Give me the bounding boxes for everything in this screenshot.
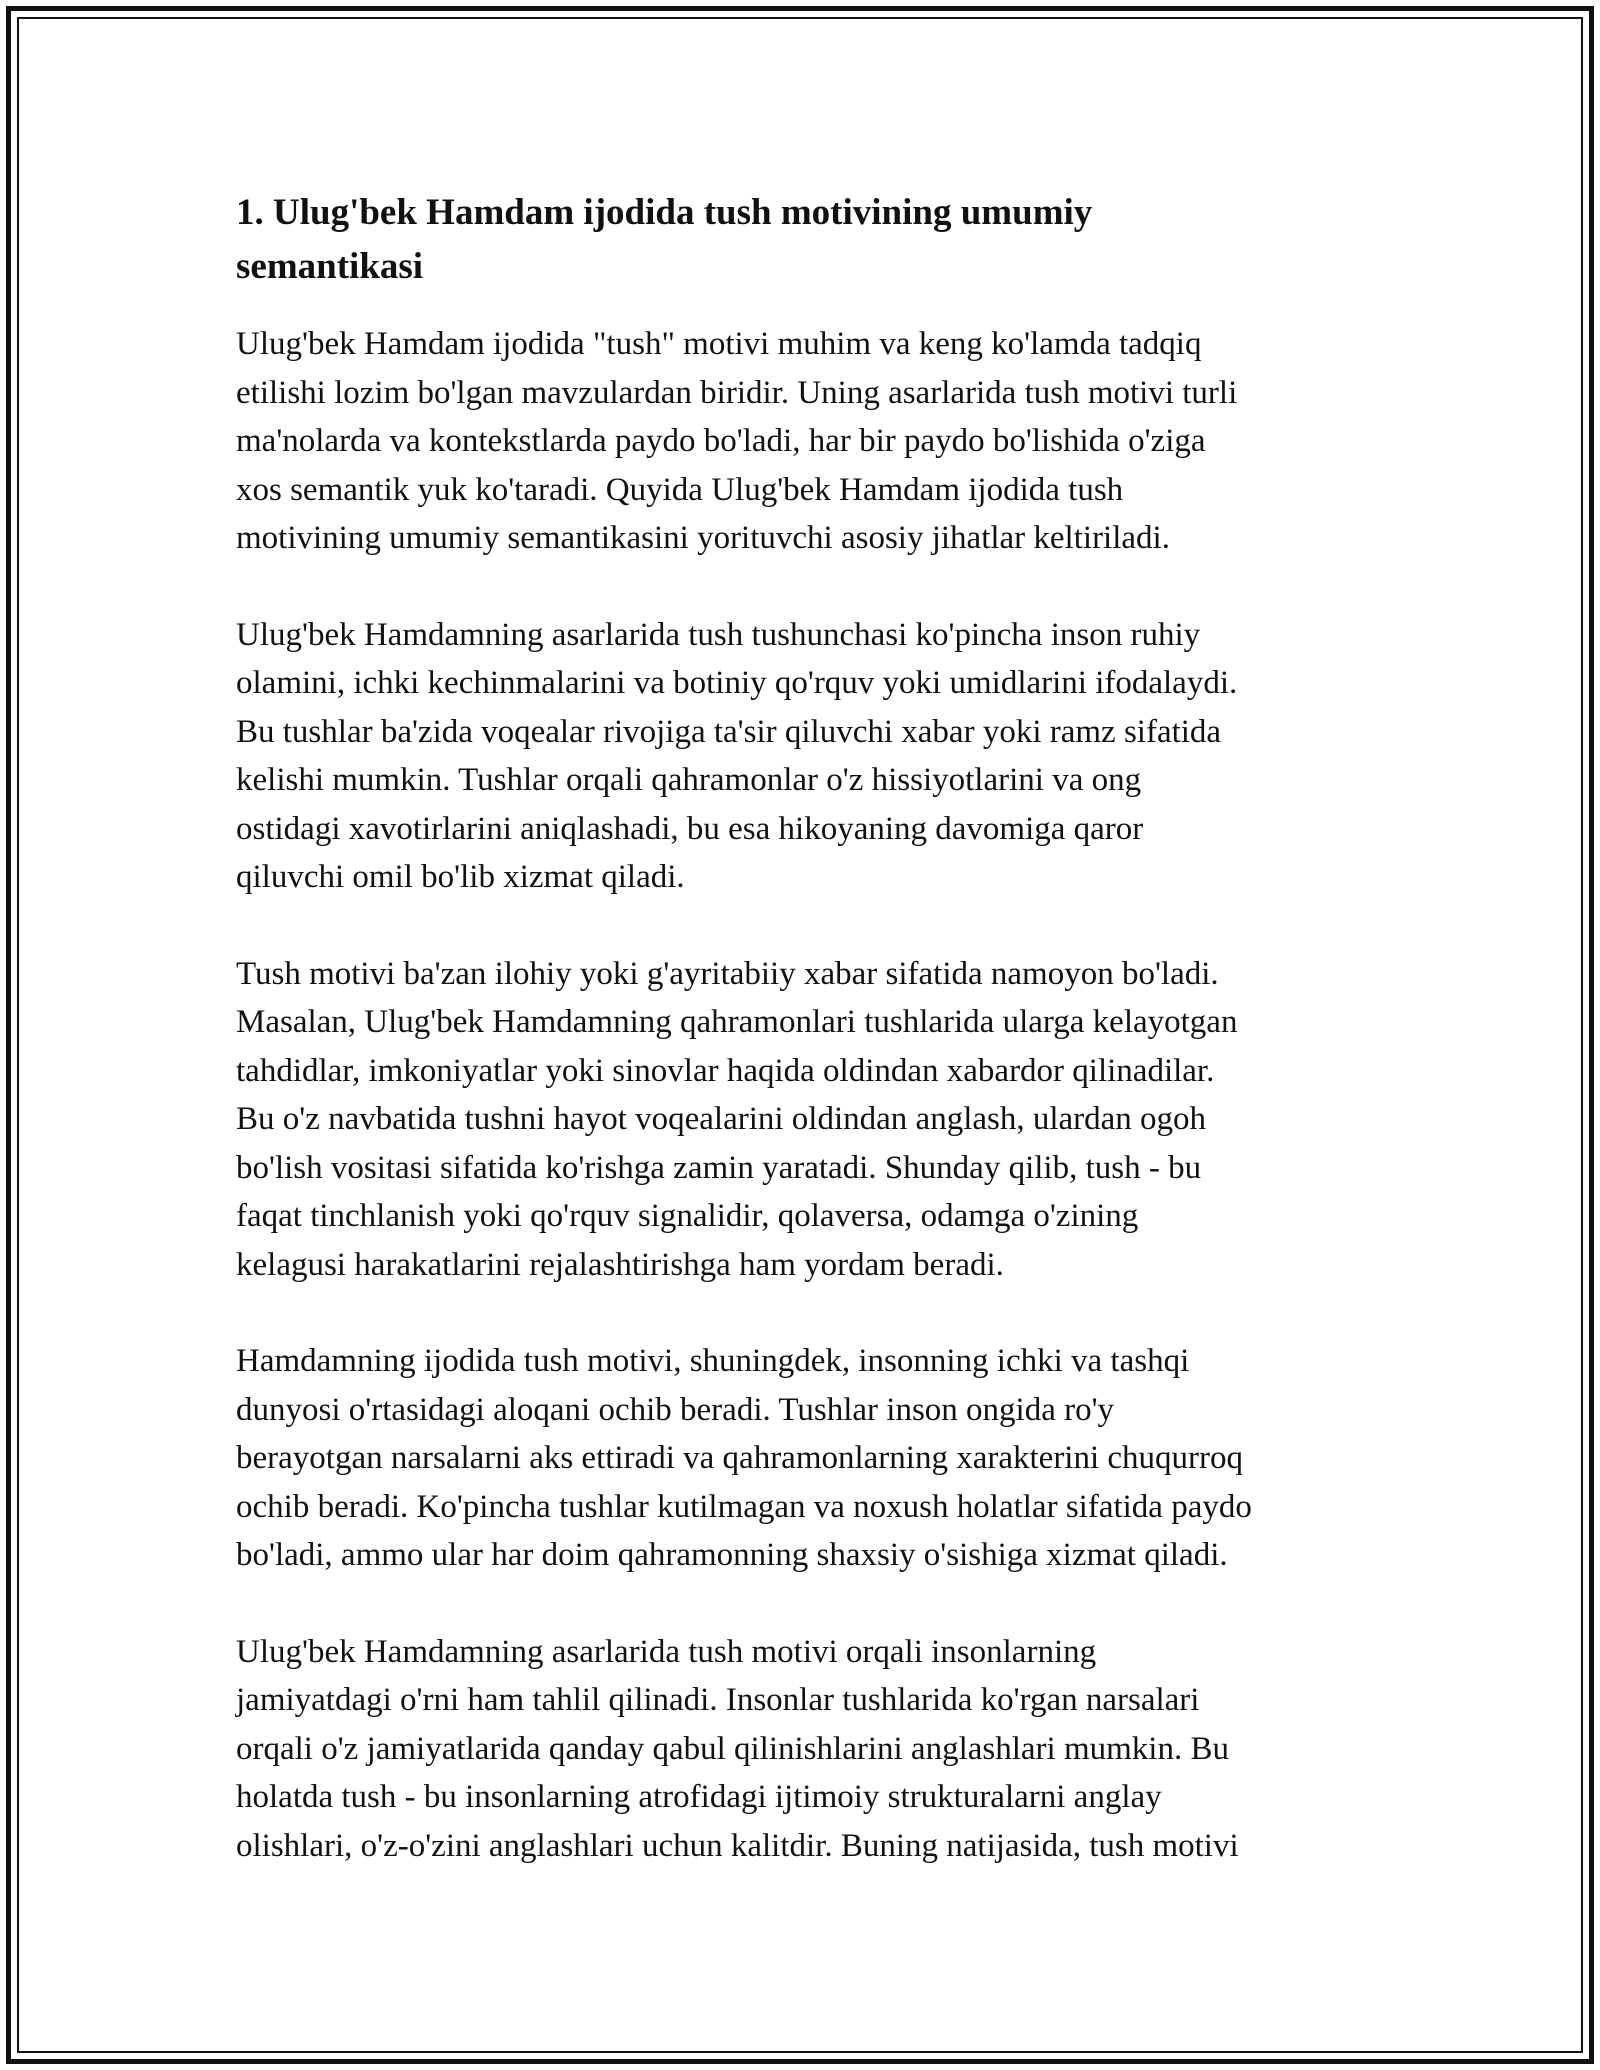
paragraph-line: motivining umumiy semantikasini yorituvchi asosiy jihatlar keltiriladi. [236, 520, 1170, 556]
heading-line: 1. Ulug'bek Hamdam ijodida tush motivining umumiy [236, 192, 1093, 233]
paragraph-line: tahdidlar, imkoniyatlar yoki sinovlar haqida oldindan xabardor qilinadilar. [236, 1052, 1215, 1089]
paragraph-line: Bu o'z navbatida tushni hayot voqealarini oldindan anglash, ulardan ogoh [236, 1101, 1207, 1137]
document-body [236, 186, 1376, 1918]
paragraph-line: Hamdamning ijodida tush motivi, shuningdek, insonning ichki va tashqi [236, 1343, 1190, 1379]
heading-line: semantikasi [236, 246, 424, 287]
paragraph-line: Ulug'bek Hamdamning asarlarida tush tushunchasi ko'pincha inson ruhiy [236, 616, 1201, 653]
paragraph-line: holatda tush - bu insonlarning atrofidagi ijtimoiy strukturalarni anglay [236, 1779, 1162, 1815]
paragraph-line: faqat tinchlanish yoki qo'rquv signalidir, qolaversa, odamga o'zining [236, 1198, 1139, 1234]
section-heading [236, 186, 1376, 294]
paragraph-1 [236, 320, 1376, 563]
paragraph-line: dunyosi o'rtasidagi aloqani ochib beradi. Tushlar inson ongida ro'y [236, 1391, 1115, 1428]
paragraph-line: olamini, ichki kechinmalarini va botiniy qo'rquv yoki umidlarini ifodalaydi. [236, 665, 1238, 701]
paragraph-line: xos semantik yuk ko'taradi. Quyida Ulug'bek Hamdam ijodida tush [236, 471, 1124, 508]
paragraph-line: bo'lish vositasi sifatida ko'rishga zamin yaratadi. Shunday qilib, tush - bu [236, 1149, 1202, 1186]
paragraph-line: ma'nolarda va kontekstlarda paydo bo'ladi, har bir paydo bo'lishida o'ziga [236, 423, 1206, 459]
paragraph-line: Tush motivi ba'zan ilohiy yoki g'ayritabiiy xabar sifatida namoyon bo'ladi. [236, 955, 1219, 992]
paragraph-line: jamiyatdagi o'rni ham tahlil qilinadi. Insonlar tushlarida ko'rgan narsalari [236, 1682, 1200, 1718]
paragraph-4 [236, 1337, 1376, 1580]
paragraph-line: etilishi lozim bo'lgan mavzulardan biridir. Uning asarlarida tush motivi turli [236, 374, 1238, 411]
paragraph-line: olishlari, o'z-o'zini anglashlari uchun kalitdir. Buning natijasida, tush motivi [236, 1827, 1239, 1864]
paragraph-3 [236, 950, 1376, 1290]
paragraph-line: Masalan, Ulug'bek Hamdamning qahramonlari tushlarida ularga kelayotgan [236, 1004, 1238, 1040]
paragraph-line: orqali o'z jamiyatlarida qanday qabul qilinishlarini anglashlari mumkin. Bu [236, 1730, 1229, 1767]
paragraph-line: Ulug'bek Hamdam ijodida "tush" motivi muhim va keng ko'lamda tadqiq [236, 326, 1202, 362]
paragraph-line: Ulug'bek Hamdamning asarlarida tush motivi orqali insonlarning [236, 1633, 1097, 1670]
paragraph-line: Bu tushlar ba'zida voqealar rivojiga ta'sir qiluvchi xabar yoki ramz sifatida [236, 713, 1222, 750]
paragraph-2 [236, 611, 1376, 902]
paragraph-5 [236, 1628, 1376, 1871]
paragraph-line: kelagusi harakatlarini rejalashtirishga ham yordam beradi. [236, 1246, 1004, 1283]
paragraph-line: bo'ladi, ammo ular har doim qahramonning shaxsiy o'sishiga xizmat qiladi. [236, 1537, 1228, 1573]
paragraph-line: kelishi mumkin. Tushlar orqali qahramonlar o'z hissiyotlarini va ong [236, 762, 1142, 798]
paragraph-line: ostidagi xavotirlarini aniqlashadi, bu esa hikoyaning davomiga qaror [236, 810, 1144, 847]
paragraph-line: qiluvchi omil bo'lib xizmat qiladi. [236, 859, 685, 895]
paragraph-line: ochib beradi. Ko'pincha tushlar kutilmagan va noxush holatlar sifatida paydo [236, 1488, 1252, 1525]
paragraph-line: berayotgan narsalarni aks ettiradi va qahramonlarning xarakterini chuqurroq [236, 1440, 1244, 1476]
